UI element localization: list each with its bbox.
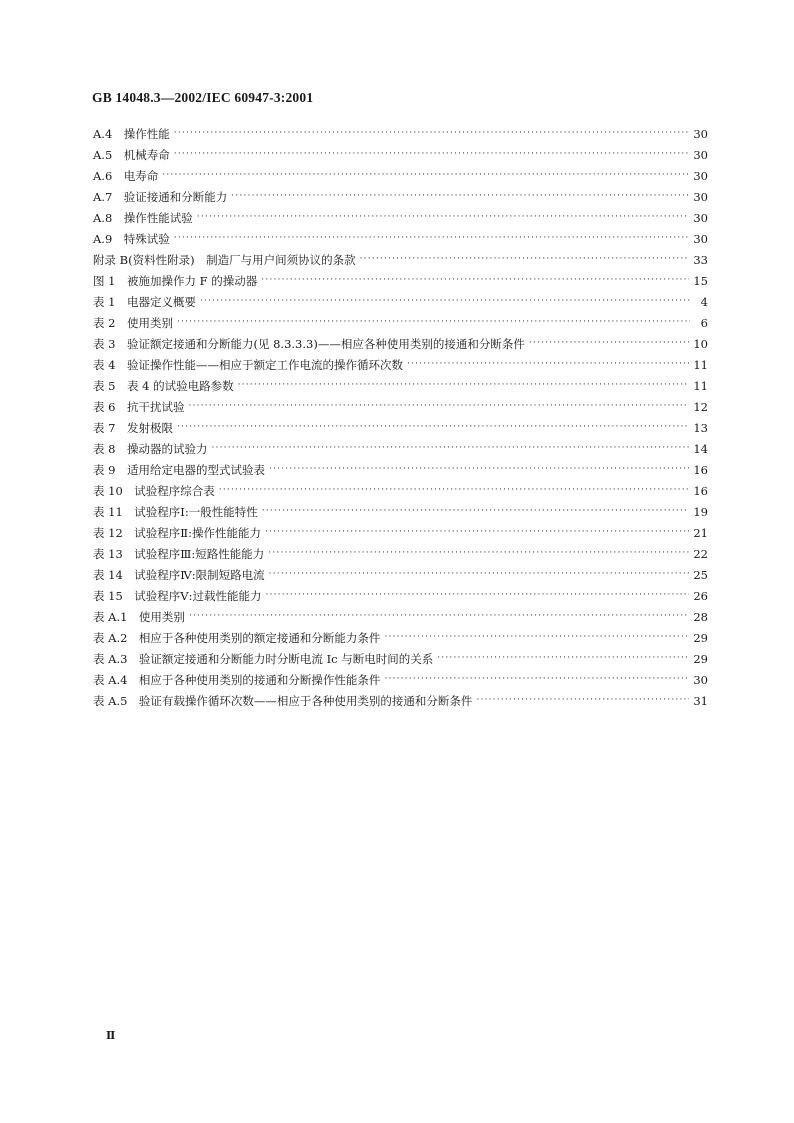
toc-leader-dots: [238, 375, 690, 396]
toc-leader-dots: [262, 501, 690, 522]
toc-leader-dots: [407, 354, 689, 375]
toc-leader-dots: [219, 480, 690, 501]
toc-entry-page: 30: [693, 127, 708, 141]
toc-entry-label: A.4 操作性能: [93, 127, 170, 141]
toc-leader-dots: [437, 648, 689, 669]
toc-entry-page: 4: [700, 295, 708, 309]
toc-entry-page: 12: [693, 400, 708, 414]
toc-entry[interactable]: [93, 607, 708, 628]
toc-entry-page: 30: [693, 211, 708, 225]
toc-entry-page: 10: [693, 337, 708, 351]
toc-leader-dots: [261, 270, 689, 291]
toc-entry[interactable]: [93, 628, 708, 649]
toc-leader-dots: [177, 417, 689, 438]
toc-entry[interactable]: [93, 145, 708, 166]
toc-leader-dots: [360, 249, 690, 270]
toc-entry-label: 表 A.1 使用类别: [93, 610, 185, 624]
toc-entry-label: 表 10 试验程序综合表: [93, 484, 215, 498]
toc-entry-page: 21: [693, 526, 708, 540]
toc-entry-label: A.5 机械寿命: [93, 148, 170, 162]
toc-entry-page: 26: [693, 589, 708, 603]
toc-entry[interactable]: [93, 439, 708, 460]
toc-leader-dots: [384, 627, 689, 648]
toc-entry-label: 附录 B(资料性附录) 制造厂与用户间须协议的条款: [93, 253, 356, 267]
toc-entry-page: 6: [700, 316, 708, 330]
toc-leader-dots: [265, 522, 689, 543]
toc-leader-dots: [188, 396, 689, 417]
toc-entry-page: 29: [693, 631, 708, 645]
toc-entry-label: 表 1 电器定义概要: [93, 295, 196, 309]
toc-entry[interactable]: [93, 187, 708, 208]
toc-leader-dots: [529, 333, 690, 354]
toc-entry-label: 表 14 试验程序Ⅳ:限制短路电流: [93, 568, 265, 582]
toc-entry[interactable]: [93, 292, 708, 313]
toc-entry[interactable]: [93, 544, 708, 565]
toc-leader-dots: [177, 312, 690, 333]
toc-leader-dots: [268, 543, 689, 564]
toc-entry-page: 11: [693, 379, 708, 393]
toc-entry-page: 11: [693, 358, 708, 372]
toc-leader-dots: [197, 207, 690, 228]
toc-entry-page: 19: [693, 505, 708, 519]
toc-leader-dots: [174, 228, 690, 249]
document-code-header: GB 14048.3—2002/IEC 60947-3:2001: [92, 90, 314, 105]
table-of-contents: [93, 124, 708, 712]
toc-entry[interactable]: [93, 355, 708, 376]
toc-entry-label: 表 4 验证操作性能——相应于额定工作电流的操作循环次数: [93, 358, 403, 372]
toc-entry-label: A.9 特殊试验: [93, 232, 170, 246]
toc-entry[interactable]: [93, 208, 708, 229]
toc-entry-label: 表 6 抗干扰试验: [93, 400, 185, 414]
toc-entry-page: 30: [693, 169, 708, 183]
toc-leader-dots: [174, 123, 690, 144]
toc-entry-label: 表 9 适用给定电器的型式试验表: [93, 463, 265, 477]
toc-entry[interactable]: [93, 502, 708, 523]
toc-entry[interactable]: [93, 124, 708, 145]
toc-entry-page: 30: [693, 148, 708, 162]
toc-leader-dots: [269, 459, 689, 480]
toc-entry-page: 29: [693, 652, 708, 666]
toc-entry-page: 30: [693, 673, 708, 687]
toc-entry[interactable]: [93, 250, 708, 271]
toc-entry[interactable]: [93, 565, 708, 586]
toc-entry-label: A.7 验证接通和分断能力: [93, 190, 228, 204]
toc-entry-page: 15: [693, 274, 708, 288]
toc-entry-label: A.8 操作性能试验: [93, 211, 193, 225]
toc-leader-dots: [189, 606, 689, 627]
toc-entry-label: 表 A.5 验证有载操作循环次数——相应于各种使用类别的接通和分断条件: [93, 694, 473, 708]
toc-entry-page: 30: [693, 232, 708, 246]
toc-entry-label: 表 2 使用类别: [93, 316, 173, 330]
toc-entry-label: 表 15 试验程序Ⅴ:过载性能能力: [93, 589, 262, 603]
toc-entry[interactable]: [93, 418, 708, 439]
toc-entry-label: 表 5 表 4 的试验电路参数: [93, 379, 234, 393]
toc-entry-page: 31: [693, 694, 708, 708]
toc-entry-page: 28: [693, 610, 708, 624]
toc-entry[interactable]: [93, 229, 708, 250]
toc-entry[interactable]: [93, 271, 708, 292]
toc-entry-label: 表 13 试验程序Ⅲ:短路性能能力: [93, 547, 265, 561]
toc-entry-label: 表 A.3 验证额定接通和分断能力时分断电流 Ic 与断电时间的关系: [93, 652, 434, 666]
toc-leader-dots: [269, 564, 690, 585]
toc-entry[interactable]: [93, 376, 708, 397]
toc-entry[interactable]: [93, 481, 708, 502]
toc-leader-dots: [265, 585, 689, 606]
toc-entry-label: 图 1 被施加操作力 F 的操动器: [93, 274, 258, 288]
toc-entry[interactable]: [93, 691, 708, 712]
toc-entry-page: 13: [693, 421, 708, 435]
toc-entry-page: 16: [693, 484, 708, 498]
toc-entry[interactable]: [93, 166, 708, 187]
toc-entry[interactable]: [93, 334, 708, 355]
toc-entry-page: 30: [693, 190, 708, 204]
toc-leader-dots: [231, 186, 689, 207]
toc-entry-page: 33: [693, 253, 708, 267]
toc-entry[interactable]: [93, 523, 708, 544]
toc-entry[interactable]: [93, 313, 708, 334]
toc-entry-label: 表 11 试验程序Ⅰ:一般性能特性: [93, 505, 258, 519]
toc-entry-label: A.6 电寿命: [93, 169, 159, 183]
toc-entry[interactable]: [93, 397, 708, 418]
toc-entry-label: 表 12 试验程序Ⅱ:操作性能能力: [93, 526, 261, 540]
page-folio-number: Ⅱ: [106, 1029, 116, 1042]
toc-entry-label: 表 A.2 相应于各种使用类别的额定接通和分断能力条件: [93, 631, 381, 645]
toc-leader-dots: [162, 165, 689, 186]
toc-entry-page: 25: [693, 568, 708, 582]
toc-leader-dots: [211, 438, 689, 459]
toc-entry[interactable]: [93, 649, 708, 670]
toc-entry-label: 表 8 操动器的试验力: [93, 442, 208, 456]
toc-entry-label: 表 7 发射极限: [93, 421, 173, 435]
toc-entry[interactable]: [93, 586, 708, 607]
toc-entry-label: 表 3 验证额定接通和分断能力(见 8.3.3.3)——相应各种使用类别的接通和分断条件: [93, 337, 525, 351]
toc-leader-dots: [384, 669, 689, 690]
toc-entry-page: 14: [693, 442, 708, 456]
toc-entry[interactable]: [93, 460, 708, 481]
toc-entry-label: 表 A.4 相应于各种使用类别的接通和分断操作性能条件: [93, 673, 381, 687]
toc-leader-dots: [200, 291, 690, 312]
toc-leader-dots: [476, 690, 689, 711]
toc-leader-dots: [174, 144, 690, 165]
toc-entry-page: 16: [693, 463, 708, 477]
toc-entry[interactable]: [93, 670, 708, 691]
toc-entry-page: 22: [693, 547, 708, 561]
